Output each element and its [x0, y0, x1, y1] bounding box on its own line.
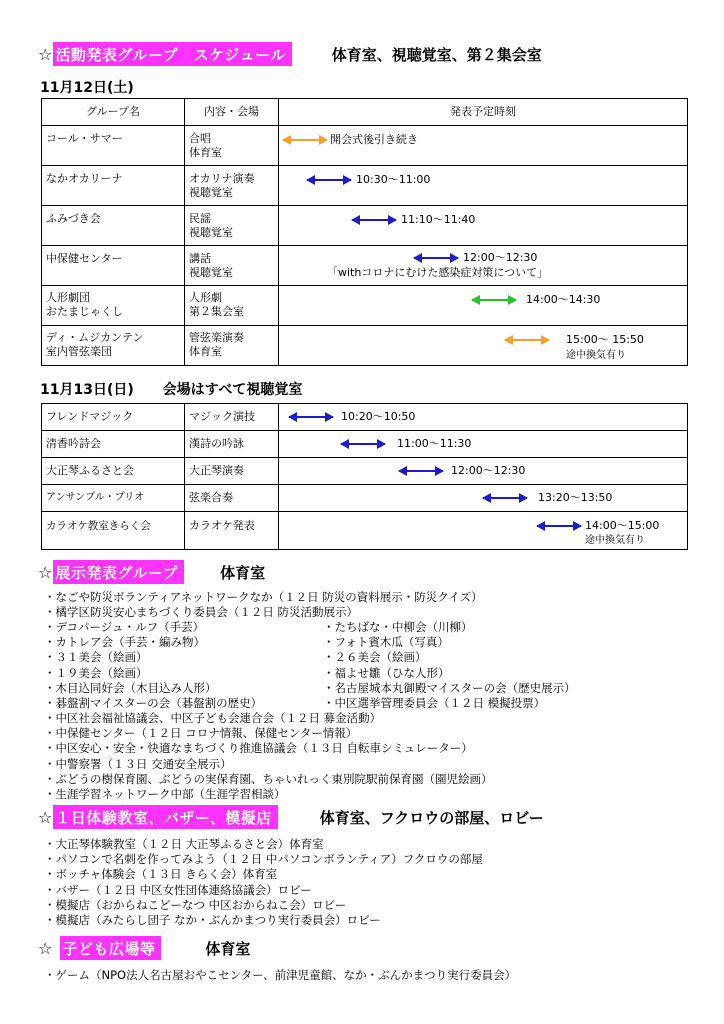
time-arrow-icon: [483, 497, 527, 499]
list-item: ・ ゲーム（NPO法人名古屋おやこセンター、前津児童館、なか・ぶんかまつり実行委員会）: [44, 968, 516, 983]
table-row: [42, 404, 688, 431]
group-name-line2: おたまじゃくし: [46, 305, 123, 318]
exhibition-list-tail: [44, 711, 493, 802]
content-label: 漢詩の吟詠: [189, 437, 244, 450]
group-name: ディ・ムジカンテン: [46, 331, 144, 344]
time-arrow-icon: [307, 179, 351, 181]
time-label: 11:00～11:30: [397, 437, 472, 450]
group-name: 清香吟詩会: [46, 437, 101, 450]
time-arrow-icon: [505, 339, 549, 341]
list-item: ・ ボッチャ体験会（１３日 きらく会）体育室: [44, 867, 483, 882]
group-name: 中保健センター: [46, 252, 123, 265]
section-title: 活動発表グループ スケジュール: [53, 42, 291, 66]
list-item: ・ パソコンで名刺を作ってみよう（１２日 中パソコンボランティア）フクロウの部屋: [44, 852, 483, 867]
list-item: ・ ぶどうの樹保育園、ぶどうの実保育園、ちゃいれっく東別院駅前保育園（園児絵画）: [44, 772, 493, 787]
time-arrow-icon: [352, 219, 396, 221]
venue-label: 視聴覚室: [189, 226, 233, 239]
time-arrow-icon: [283, 139, 327, 141]
content-label: 大正琴演奏: [189, 464, 244, 477]
time-label: 開会式後引き続き: [330, 133, 418, 146]
list-item: ・ 名古屋城本丸御殿マイスターの会（歴史展示）: [323, 681, 576, 696]
time-label: 10:20～10:50: [341, 410, 416, 423]
content-label: 講話: [189, 252, 211, 265]
list-item: ・ 模擬店（おからねこどーなつ 中区おからねこ会）ロビー: [44, 898, 483, 913]
time-arrow-icon: [414, 257, 458, 259]
list-item: ・ 生涯学習ネットワーク中部（生涯学習相談）: [44, 787, 493, 802]
table-row: [42, 246, 688, 286]
group-name: 大正琴ふるさと会: [46, 464, 134, 477]
table-row: [42, 485, 688, 512]
table-header-row: [42, 99, 688, 126]
table-row: [42, 206, 688, 246]
table-row: [42, 326, 688, 366]
group-name: フレンドマジック: [46, 410, 134, 423]
header-content: 内容・会場: [185, 99, 279, 126]
table-row: [42, 512, 688, 550]
time-note: 途中換気有り: [585, 535, 645, 546]
list-item: ・ 福よせ雛（ひな人形）: [323, 666, 576, 681]
content-label: 民謡: [189, 212, 211, 225]
group-name: アンサンブル・プリオ: [46, 492, 145, 503]
time-label: 14:00～14:30: [526, 293, 601, 306]
content-label: カラオケ発表: [189, 519, 255, 532]
table-row: [42, 126, 688, 166]
time-label: 12:00～12:30: [451, 464, 526, 477]
section-title: 展示発表グループ: [53, 560, 184, 584]
star-icon: ☆: [38, 807, 53, 827]
star-icon: ☆: [38, 938, 53, 958]
list-item: ・ 中区選挙管理委員会（１２日 模擬投票）: [323, 696, 576, 711]
time-arrow-icon: [537, 525, 581, 527]
day1-schedule-table: [41, 98, 688, 366]
section-title: 子ども広場等: [60, 936, 161, 960]
table-row: [42, 166, 688, 206]
list-item: ・ ３１美会（絵画）: [44, 650, 262, 665]
experience-list: [44, 837, 483, 928]
day2-date: 11月13日(日): [40, 382, 134, 398]
day2-schedule-table: [41, 403, 688, 550]
group-name: コール・サマー: [46, 132, 123, 145]
time-note: 「withコロナにむけた感染症対策について」: [327, 266, 549, 279]
list-item: ・ １９美会（絵画）: [44, 666, 262, 681]
list-item: ・ フォト賓木瓜（写真）: [323, 635, 576, 650]
group-name: なかオカリーナ: [46, 172, 123, 185]
header-group: グループ名: [42, 99, 185, 126]
section-venues: 体育室、視聴覚室、第２集会室: [331, 45, 542, 64]
table-row: [42, 286, 688, 326]
table-row: [42, 431, 688, 458]
group-name: カラオケ教室きらく会: [46, 520, 151, 532]
group-name: ふみづき会: [46, 212, 101, 225]
list-item: ・ ２６美会（絵画）: [323, 650, 576, 665]
day2-label: [40, 379, 302, 399]
list-item: ・ なごや防災ボランティアネットワークなか（１２日 防災の資料展示・防災クイズ）: [44, 590, 483, 605]
section-venue: 体育室: [205, 939, 251, 958]
section-kids-heading: [38, 936, 250, 960]
venue-label: 視聴覚室: [189, 186, 233, 199]
star-icon: ☆: [38, 44, 53, 64]
section-experience-heading: [38, 805, 544, 829]
time-label: 10:30～11:00: [356, 173, 431, 186]
time-label: 14:00～15:00: [585, 519, 660, 532]
day2-venue-note: 会場はすべて視聴覚室: [162, 382, 303, 398]
list-item: ・ たちばな・中柳会（川柳）: [323, 620, 576, 635]
section-venue: 体育室: [220, 563, 266, 582]
content-label: 合唱: [189, 132, 211, 145]
venue-label: 第２集会室: [189, 305, 244, 318]
content-label: オカリナ演奏: [189, 172, 255, 185]
content-label: 管弦楽演奏: [189, 331, 244, 344]
section-venues: 体育室、フクロウの部屋、ロビー: [319, 808, 544, 827]
venue-label: 体育室: [189, 345, 222, 358]
time-arrow-icon: [399, 470, 443, 472]
section-title: １日体験教室、バザー、模擬店: [53, 805, 277, 829]
day1-label: 11月12日(土): [40, 80, 134, 96]
exhibition-list-right: [323, 620, 576, 711]
list-item: ・ 木目込同好会（木目込み人形）: [44, 681, 262, 696]
list-item: ・ 中保健センター（１２日 コロナ情報、保健センター情報）: [44, 726, 493, 741]
venue-label: 視聴覚室: [189, 266, 233, 279]
list-item: ・ 碁盤割マイスターの会（碁盤割の歴史）: [44, 696, 262, 711]
kids-list: [44, 968, 516, 983]
time-label: 11:10～11:40: [401, 213, 476, 226]
list-item: ・ デコパージュ・ルフ（手芸）: [44, 620, 262, 635]
star-icon: ☆: [38, 562, 53, 582]
time-label: 12:00～12:30: [463, 251, 538, 264]
section-activity-heading: [38, 42, 542, 66]
content-label: 弦楽合奏: [189, 491, 233, 504]
exhibition-list: [44, 590, 483, 620]
time-arrow-icon: [289, 416, 333, 418]
time-label: 13:20～13:50: [538, 491, 613, 504]
list-item: ・ 大正琴体験教室（１２日 大正琴ふるさと会）体育室: [44, 837, 483, 852]
group-name: 人形劇団: [46, 291, 90, 304]
list-item: ・ バザー（１２日 中区女性団体連絡協議会）ロビー: [44, 883, 483, 898]
venue-label: 体育室: [189, 146, 222, 159]
time-label: 15:00～ 15:50: [566, 333, 644, 346]
list-item: ・ 中警察署（１３日 交通安全展示）: [44, 757, 493, 772]
list-item: ・ 中区社会福祉協議会、中区子ども会連合会（１２日 募金活動）: [44, 711, 493, 726]
group-name-line2: 室内管弦楽団: [46, 345, 112, 358]
exhibition-list-left: [44, 620, 262, 711]
content-label: 人形劇: [189, 291, 222, 304]
list-item: ・ カトレア会（手芸・編み物）: [44, 635, 262, 650]
time-arrow-icon: [341, 443, 385, 445]
list-item: ・ 中区安心・安全・快適なまちづくり推進協議会（１３日 自転車シミュレーター）: [44, 741, 493, 756]
table-row: [42, 458, 688, 485]
list-item: ・ 模擬店（みたらし団子 なか・ぶんかまつり実行委員会）ロビー: [44, 913, 483, 928]
time-note: 途中換気有り: [566, 350, 626, 361]
section-exhibition-heading: [38, 560, 265, 584]
header-time: 発表予定時刻: [279, 99, 688, 126]
list-item: ・ 橘学区防災安心まちづくり委員会（１２日 防災活動展示）: [44, 605, 483, 620]
time-arrow-icon: [472, 299, 516, 301]
content-label: マジック演技: [189, 410, 255, 423]
